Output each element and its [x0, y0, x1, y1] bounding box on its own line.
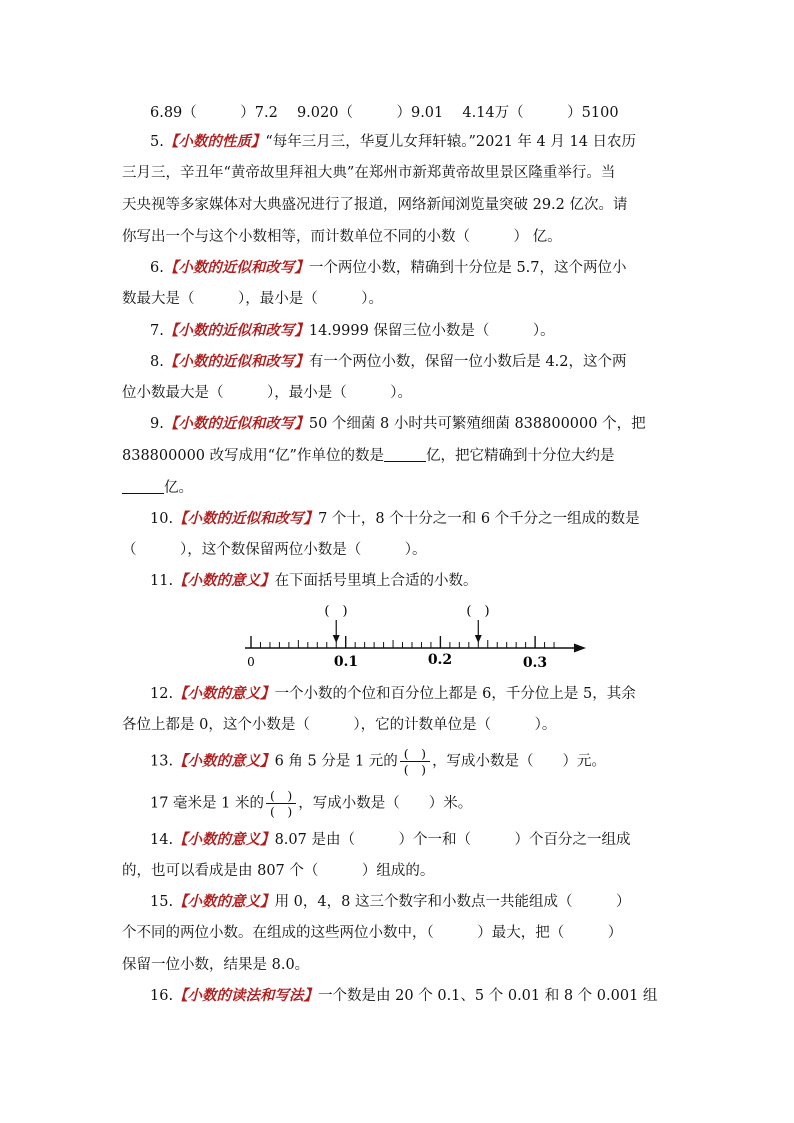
question-8-line-1 — [150, 352, 627, 372]
question-text: （ ），这个数保留两位小数是（ ）。 — [122, 542, 427, 558]
answer-blank[interactable] — [384, 447, 426, 462]
question-16-line-1 — [150, 986, 657, 1006]
question-5-line-1 — [150, 132, 636, 152]
question-text: 8.07 是由（ ）个一和（ ）个百分之一组成 — [274, 832, 631, 848]
question-11-line-1 — [150, 571, 478, 591]
question-text: “每年三月三，华夏儿女拜轩辕。”2021 年 4 月 14 日农历 — [265, 134, 637, 150]
fraction-denominator[interactable]: ( ) — [403, 762, 427, 777]
question-text: 用 0，4，8 这三个数字和小数点一共能组成（ ） — [274, 894, 631, 910]
question-8-line-2 — [122, 383, 412, 403]
question-number: 12. — [150, 686, 174, 702]
topic-tag: 【小数的近似和改写】 — [163, 415, 309, 432]
pointer-arrow-head — [475, 635, 482, 643]
question-text: 14.9999 保留三位小数是（ ）。 — [308, 323, 555, 339]
pointer-arrow-2 — [475, 620, 482, 643]
fraction-denominator[interactable]: ( ) — [270, 804, 293, 819]
question-14-line-2 — [122, 861, 434, 881]
question-9-line-3 — [122, 478, 193, 498]
question-text: 一个小数的个位和百分位上都是 6，千分位上是 5，其余 — [274, 686, 636, 702]
question-text: 在下面括号里填上合适的小数。 — [274, 573, 478, 589]
number-line-label-0: 0 — [247, 655, 255, 669]
question-10-line-2 — [122, 540, 427, 560]
topic-tag: 【小数的读法和写法】 — [173, 987, 319, 1004]
topic-tag: 【小数的性质】 — [163, 133, 266, 150]
number-line-label-0.1: 0.1 — [333, 654, 359, 670]
question-text: 50 个细菌 8 小时共可繁殖细菌 838800000 个，把 — [308, 416, 646, 432]
pointer-arrow-1 — [333, 620, 340, 643]
question-text: 有一个两位小数，保留一位小数后是 4.2，这个两 — [308, 354, 627, 370]
question-12-line-2 — [122, 715, 556, 735]
question-number: 11. — [150, 573, 174, 589]
fraction-numerator[interactable]: ( ) — [266, 788, 296, 804]
topic-tag: 【小数的意义】 — [173, 685, 275, 702]
question-number: 9. — [150, 416, 164, 432]
question-text: 一个数是由 20 个 0.1、5 个 0.01 和 8 个 0.001 组 — [318, 988, 658, 1004]
question-text: 7 个十，8 个十分之一和 6 个千分之一组成的数是 — [318, 511, 640, 527]
pointer-arrow-head — [333, 635, 340, 643]
question-6-line-1 — [150, 258, 627, 278]
question-text: 6 角 5 分是 1 元的 — [274, 753, 398, 770]
question-15-line-3 — [122, 955, 309, 975]
topic-tag: 【小数的近似和改写】 — [173, 510, 319, 527]
question-7-line-1 — [150, 321, 555, 341]
question-12-line-1 — [150, 684, 636, 704]
number-line-arrowhead — [574, 644, 586, 653]
question-text: 你写出一个与这个小数相等，而计数单位不同的小数（ ） 亿。 — [122, 229, 562, 245]
topic-tag: 【小数的意义】 — [173, 893, 275, 910]
question-text: 个不同的两位小数。在组成的这些两位小数中，（ ）最大，把（ ） — [122, 925, 623, 941]
question-15-line-1 — [150, 892, 630, 912]
number-line-figure — [240, 600, 600, 672]
question-text: ，写成小数是（ ）米。 — [298, 795, 473, 812]
question-number: 6. — [150, 260, 164, 276]
number-line-ticks — [251, 636, 554, 648]
question-number: 10. — [150, 511, 174, 527]
question-15-line-2 — [122, 923, 622, 943]
question-number: 16. — [150, 988, 174, 1004]
question-number: 13. — [150, 753, 174, 770]
fraction-blank[interactable] — [400, 746, 430, 777]
question-9-line-2 — [122, 446, 614, 466]
topic-tag: 【小数的近似和改写】 — [163, 322, 309, 339]
question-text: 位小数最大是（ ），最小是（ ）。 — [122, 385, 412, 401]
topic-tag: 【小数的近似和改写】 — [163, 353, 309, 370]
question-number: 8. — [150, 354, 164, 370]
question-9-line-1 — [150, 414, 646, 434]
question-text: 三月三，辛丑年“黄帝故里拜祖大典”在郑州市新郑黄帝故里景区隆重举行。当 — [122, 165, 616, 181]
question-14-line-1 — [150, 830, 630, 850]
fraction-numerator[interactable]: ( ) — [400, 746, 430, 762]
topic-tag: 【小数的意义】 — [173, 572, 275, 589]
question-text: ，写成小数是（ ）元。 — [432, 753, 607, 770]
question-text: 各位上都是 0，这个小数是（ ），它的计数单位是（ ）。 — [122, 717, 557, 733]
question-5-line-4 — [122, 227, 562, 247]
question-13-line-2 — [150, 788, 472, 819]
comparison-line — [150, 103, 619, 123]
topic-tag: 【小数的意义】 — [173, 752, 275, 770]
comparison-text: 6.89（ ）7.2 9.020（ ）9.01 4.14万（ ）5100 — [150, 105, 619, 121]
question-13-line-1 — [150, 746, 606, 777]
answer-bracket-1[interactable]: ( ) — [324, 604, 348, 619]
question-number: 5. — [150, 134, 164, 150]
question-text: 亿。 — [164, 480, 193, 496]
number-line-label-0.2: 0.2 — [427, 652, 453, 668]
topic-tag: 【小数的近似和改写】 — [163, 259, 309, 276]
question-text: 天央视等多家媒体对大典盛况进行了报道，网络新闻浏览量突破 29.2 亿次。请 — [122, 197, 628, 213]
question-5-line-3 — [122, 195, 628, 215]
question-number: 7. — [150, 323, 164, 339]
question-number: 14. — [150, 832, 174, 848]
fraction-blank[interactable] — [266, 788, 296, 819]
question-text: 亿，把它精确到十分位大约是 — [425, 448, 615, 464]
number-line-label-0.3: 0.3 — [522, 655, 548, 671]
question-6-line-2 — [122, 289, 383, 309]
topic-tag: 【小数的意义】 — [173, 831, 275, 848]
question-5-line-2 — [122, 163, 615, 183]
question-text: 的，也可以看成是由 807 个（ ）组成的。 — [122, 863, 435, 879]
question-text: 保留一位小数，结果是 8.0。 — [122, 957, 310, 973]
answer-blank[interactable] — [122, 479, 164, 494]
answer-bracket-2[interactable]: ( ) — [466, 604, 490, 619]
question-text: 17 毫米是 1 米的 — [150, 795, 265, 812]
question-text: 838800000 改写成用“亿”作单位的数是 — [122, 448, 384, 464]
question-text: 数最大是（ ），最小是（ ）。 — [122, 291, 383, 307]
question-number: 15. — [150, 894, 174, 910]
question-10-line-1 — [150, 509, 640, 529]
question-text: 一个两位小数，精确到十分位是 5.7，这个两位小 — [308, 260, 627, 276]
